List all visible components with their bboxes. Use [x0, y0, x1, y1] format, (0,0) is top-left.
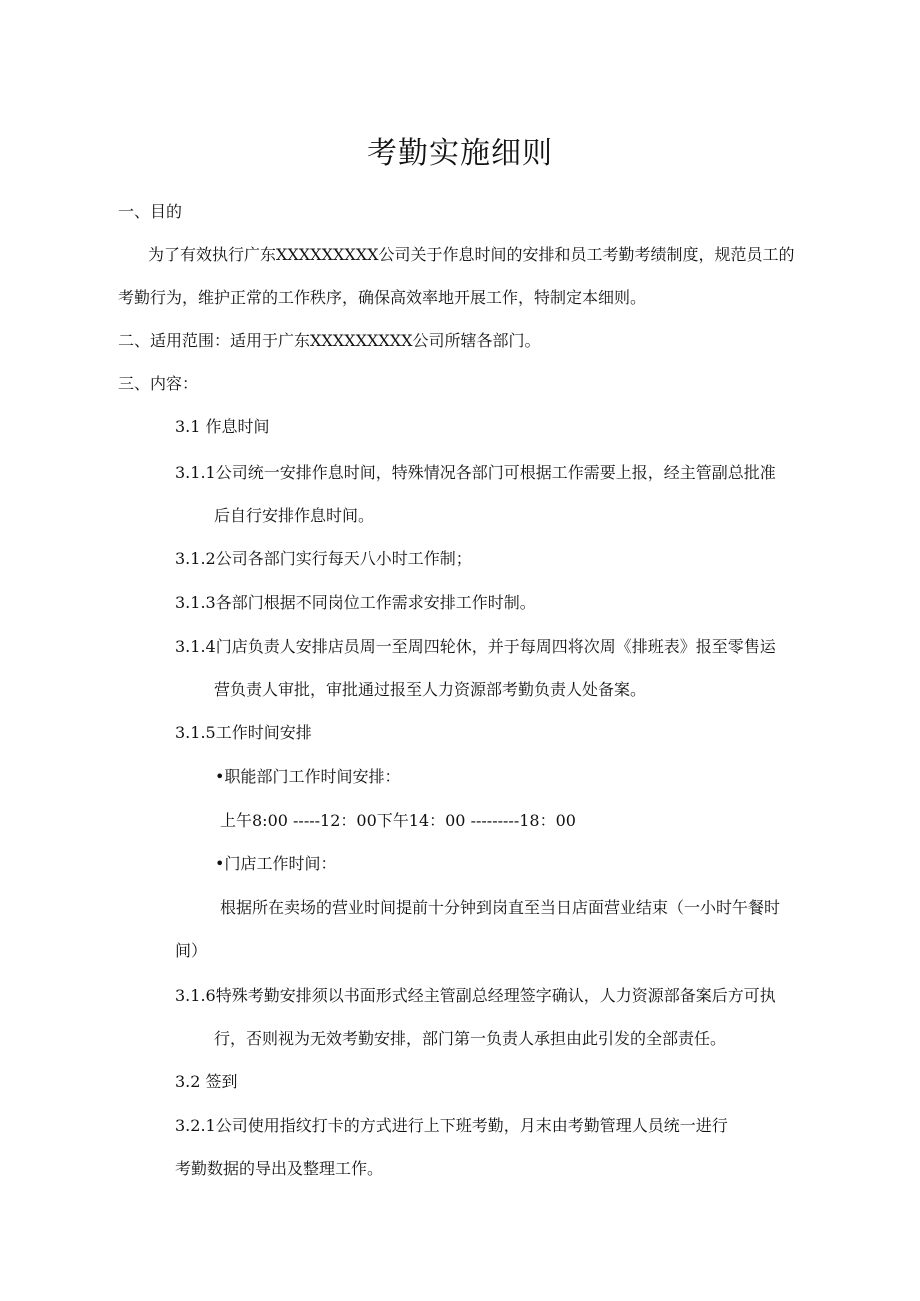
- document-title: 考勤实施细则: [367, 136, 553, 171]
- store-hours-description-cont: 间）: [175, 941, 208, 960]
- paragraph-line: 为了有效执行广东XXXXXXXXX公司关于作息时间的安排和员工考勤考绩制度，规范员工的: [148, 245, 795, 264]
- office-hours-schedule: 上午8:00 -----12：00下午14：00 ---------18：00: [220, 811, 576, 830]
- subsection-heading-signin: 3.2 签到: [175, 1072, 238, 1091]
- clause-3-1-1-cont: 后自行安排作息时间。: [214, 506, 375, 525]
- store-hours-description: 根据所在卖场的营业时间提前十分钟到岗直至当日店面营业结束（一小时午餐时: [220, 898, 781, 917]
- clause-3-1-5: 3.1.5工作时间安排: [175, 723, 312, 742]
- clause-3-1-2: 3.1.2公司各部门实行每天八小时工作制；: [175, 549, 472, 568]
- clause-3-1-4: 3.1.4门店负责人安排店员周一至周四轮休，并于每周四将次周《排班表》报至零售运: [175, 637, 776, 656]
- clause-3-2-1: 3.2.1公司使用指纹打卡的方式进行上下班考勤，月末由考勤管理人员统一进行: [175, 1116, 728, 1135]
- subsection-heading-work-hours: 3.1 作息时间: [175, 417, 270, 436]
- clause-3-2-1-cont: 考勤数据的导出及整理工作。: [175, 1159, 384, 1178]
- section-heading-scope: 二、适用范围：适用于广东XXXXXXXXX公司所辖各部门。: [118, 331, 541, 350]
- section-heading-content: 三、内容：: [118, 374, 199, 393]
- clause-3-1-3: 3.1.3各部门根据不同岗位工作需求安排工作时制。: [175, 593, 536, 612]
- clause-3-1-6-cont: 行，否则视为无效考勤安排，部门第一负责人承担由此引发的全部责任。: [214, 1029, 727, 1048]
- clause-3-1-4-cont: 营负责人审批，审批通过报至人力资源部考勤负责人处备案。: [214, 680, 647, 699]
- clause-3-1-6: 3.1.6特殊考勤安排须以书面形式经主管副总经理签字确认，人力资源部备案后方可执: [175, 986, 776, 1005]
- bullet-store-hours: •门店工作时间：: [215, 854, 337, 873]
- paragraph-line: 考勤行为，维护正常的工作秩序，确保高效率地开展工作，特制定本细则。: [118, 288, 647, 307]
- section-heading-purpose: 一、目的: [118, 202, 183, 221]
- clause-3-1-1: 3.1.1公司统一安排作息时间，特殊情况各部门可根据工作需要上报，经主管副总批准: [175, 463, 776, 482]
- bullet-office-hours: •职能部门工作时间安排：: [215, 767, 401, 786]
